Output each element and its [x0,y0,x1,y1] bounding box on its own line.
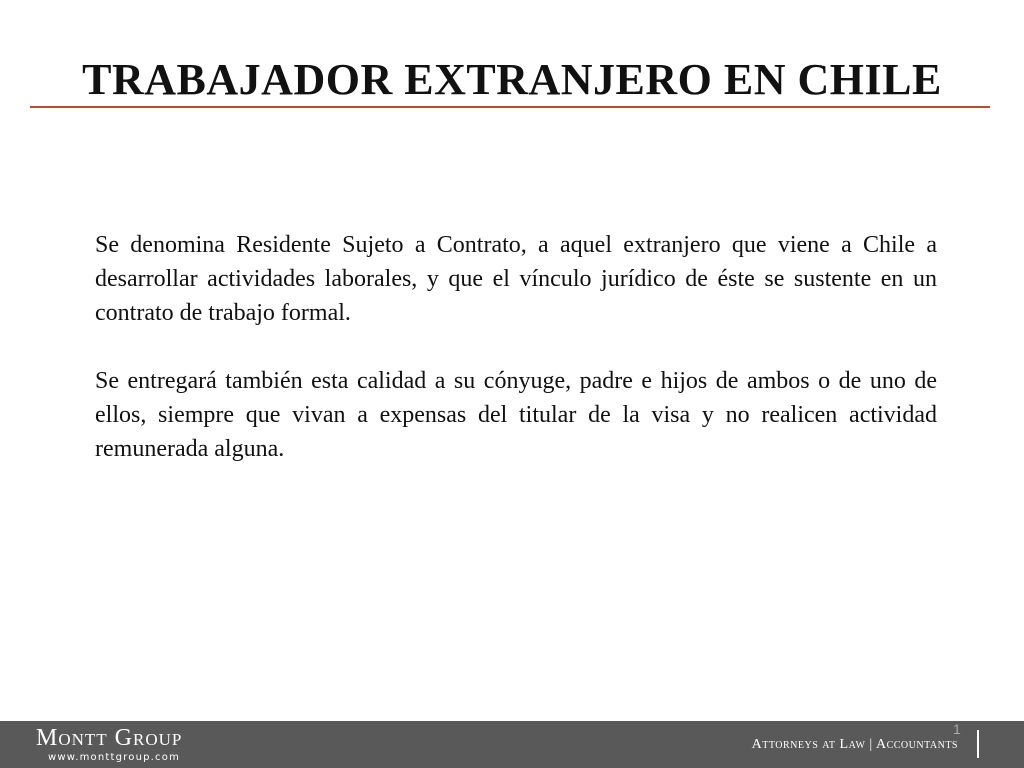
title-divider [30,106,990,108]
footer-bar [0,721,1024,768]
body-paragraph-1: Se denomina Residente Sujeto a Contrato, a aquel extranjero que viene a Chile a desarrollar actividades laborales, y que el vínculo jurídico de éste se sustente en un contrato de trabajo formal. [95,232,937,326]
body-paragraph-2: Se entregará también esta calidad a su cónyuge, padre e hijos de ambos o de uno de ellos, siempre que vivan a expensas del titular de la visa y no realicen actividad remunerada alguna. [95,368,937,462]
slide-body [95,228,937,466]
website-text: www.monttgroup.com [48,752,181,763]
slide-title: TRABAJADOR EXTRANJERO EN CHILE [82,55,942,104]
footer-divider [977,730,979,758]
page-number: 1 [953,721,961,737]
footer-tagline: Attorneys at Law | Accountants [751,737,958,752]
brand-name: Montt Group [36,725,183,751]
